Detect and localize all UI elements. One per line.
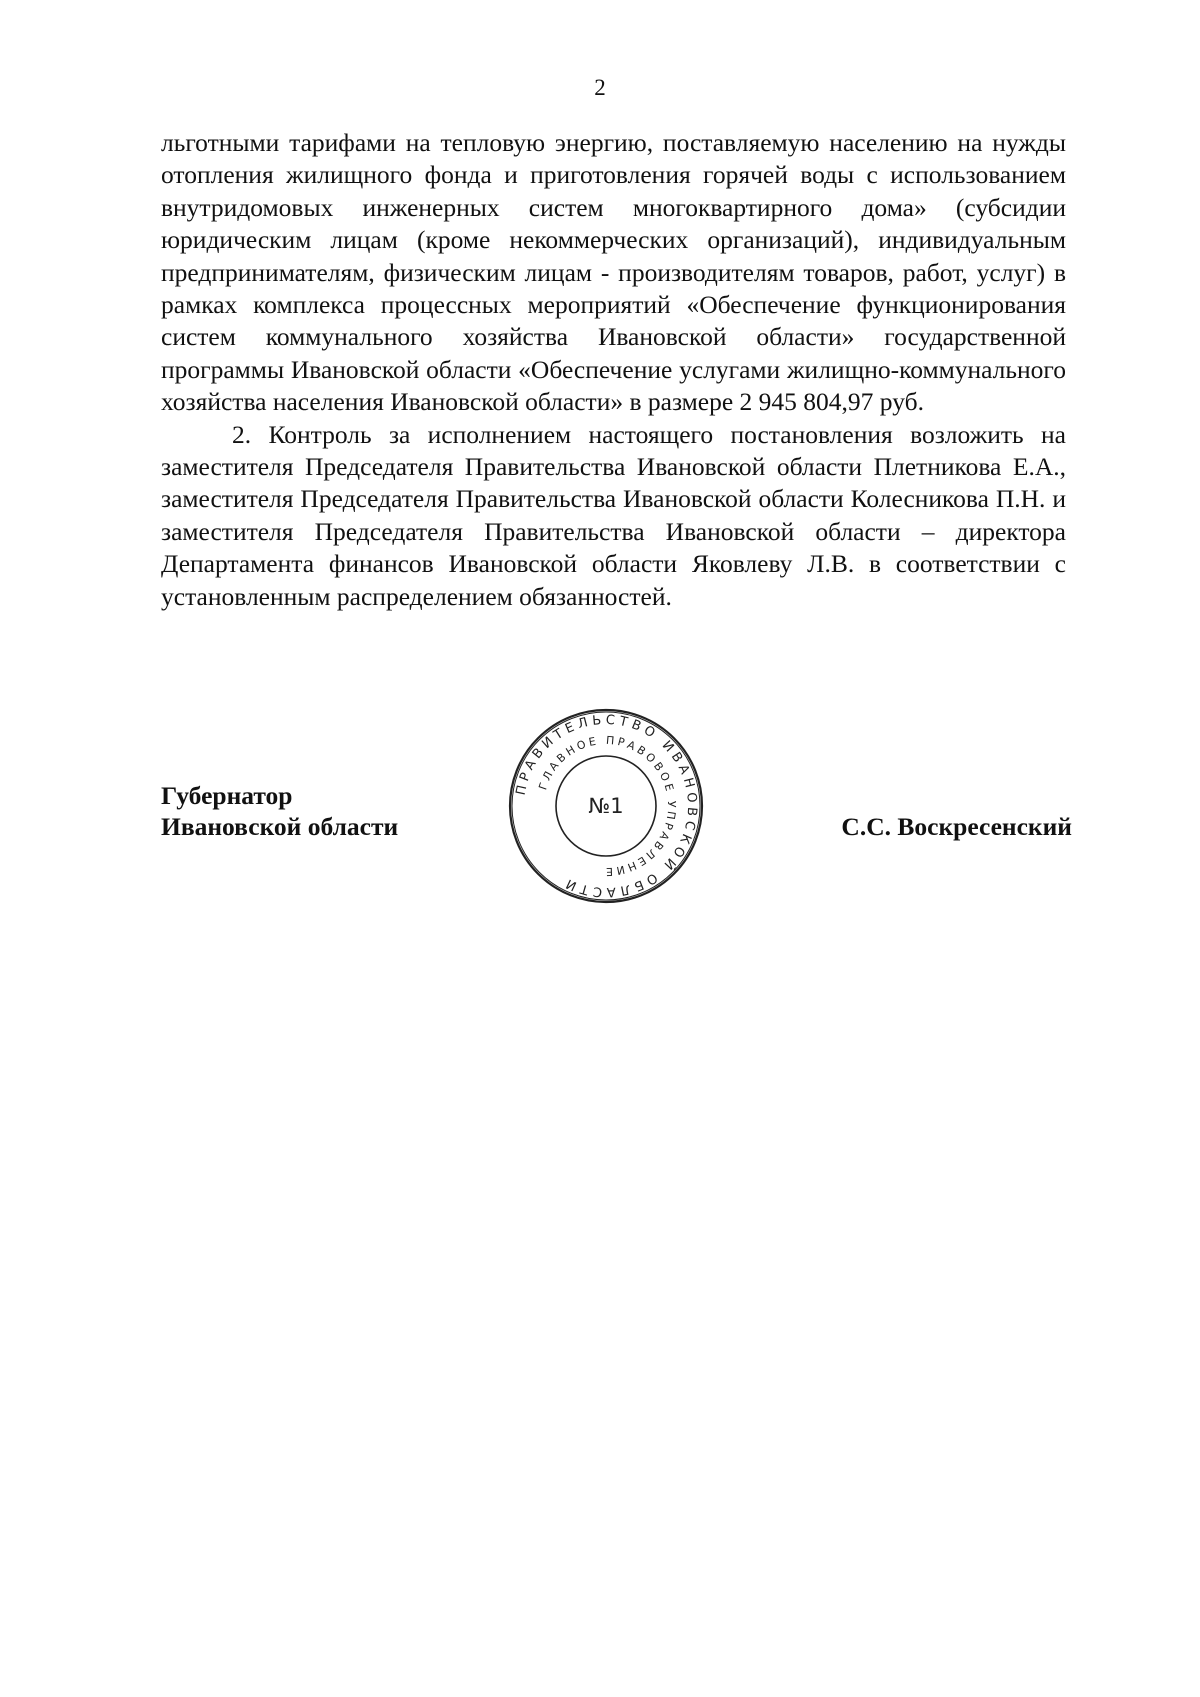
paragraph-continuation: льготными тарифами на тепловую энергию, поставляемую населению на нужды отопления жилищного фонда и приготовления горячей воды с использованием внутридомовых инженерных систем многоквартирного дома» (субсидии юридическим лицам (кроме некоммерческих организаций), индивидуальным предпринимателям, физическим лицам - производителям товаров, работ, услуг) в рамках комплекса процессных мероприятий «Обеспечение функционирования систем коммунального хозяйства Ивановской области» государственной программы Ивановской области «Обеспечение услугами жилищно-коммунального хозяйства населения Ивановской области» в размере 2 945 804,97 руб. xyxy=(161,128,1066,417)
stamp-number: №1 xyxy=(588,794,624,818)
stamp-outer-text: ПРАВИТЕЛЬСТВО ИВАНОВСКОЙ ОБЛАСТИ xyxy=(513,712,700,900)
paragraph-control-clause: 2. Контроль за исполнением настоящего постановления возложить на заместителя Председателя Правительства Ивановской области Плетникова Е.А., заместителя Председателя Правительства Ивановской области Колесникова П.Н. и заместителя Председателя Правительства Ивановской области – директора Департамента финансов Ивановской области Яковлеву Л.В. в соответствии с установленным распределением обязанностей. xyxy=(161,419,1066,611)
page-number: 2 xyxy=(594,75,606,100)
signatory-position-title: Губернатор xyxy=(161,781,293,810)
document-body xyxy=(161,127,1066,613)
signatory-name: С.С. Воскресенский xyxy=(841,812,1072,841)
stamp-inner-text: ГЛАВНОЕ ПРАВОВОЕ УПРАВЛЕНИЕ xyxy=(536,733,679,879)
signatory-position-region: Ивановской области xyxy=(161,812,399,841)
official-stamp xyxy=(506,706,706,906)
signatory-position xyxy=(161,780,398,842)
